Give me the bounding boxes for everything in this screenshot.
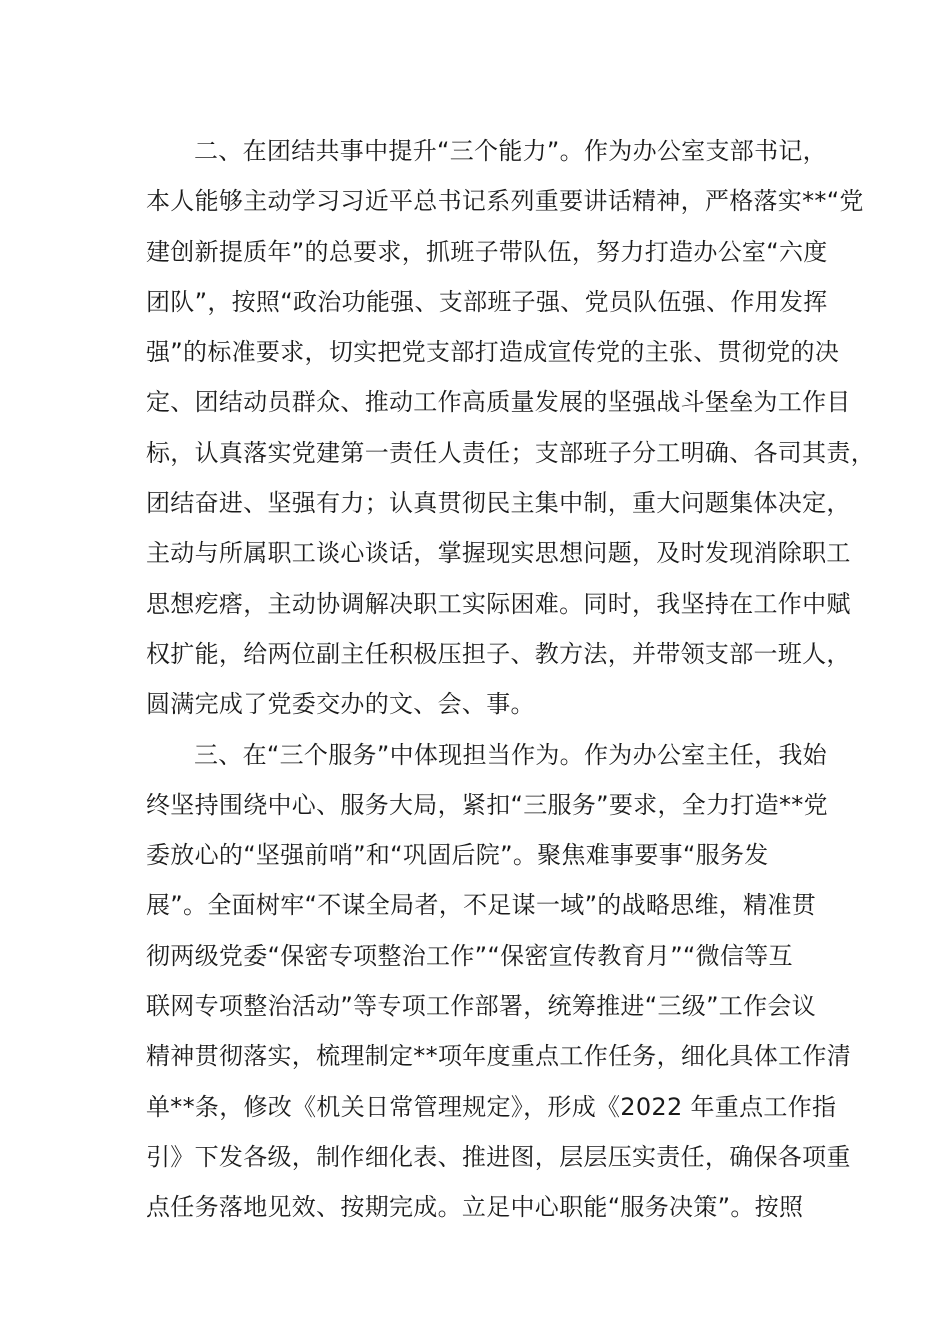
text-line: 展”。全面树牢“不谋全局者，不足谋一域”的战略思维，精准贯 [146,891,816,920]
document-body [146,126,875,1233]
text-line: 三、在“三个服务”中体现担当作为。作为办公室主任，我始 [194,740,827,769]
text-line: 单**条，修改《机关日常管理规定》，形成《2022 年重点工作指 [146,1092,837,1121]
text-line: 点任务落地见效、按期完成。立足中心职能“服务决策”。按照 [146,1193,804,1222]
text-line: 标，认真落实党建第一责任人责任；支部班子分工明确、各司其责， [146,438,875,467]
text-line: 权扩能，给两位副主任积极压担子、教方法，并带领支部一班人， [146,639,851,668]
text-line: 思想疙瘩，主动协调解决职工实际困难。同时，我坚持在工作中赋 [146,589,851,618]
paragraph-section-two [146,126,875,730]
text-line: 终坚持围绕中心、服务大局，紧扣“三服务”要求，全力打造**党 [146,790,828,819]
text-line: 精神贯彻落实，梳理制定**项年度重点工作任务，细化具体工作清 [146,1042,851,1071]
text-line: 团结奋进、坚强有力；认真贯彻民主集中制，重大问题集体决定， [146,489,851,518]
text-line: 委放心的“坚强前哨”和“巩固后院”。聚焦难事要事“服务发 [146,841,769,870]
text-line: 团队”，按照“政治功能强、支部班子强、党员队伍强、作用发挥 [146,287,828,316]
text-line: 主动与所属职工谈心谈话，掌握现实思想问题，及时发现消除职工 [146,539,851,568]
text-line: 引》下发各级，制作细化表、推进图，层层压实责任，确保各项重 [146,1142,851,1171]
text-line: 本人能够主动学习习近平总书记系列重要讲话精神，严格落实**“党 [146,187,864,216]
text-line: 定、团结动员群众、推动工作高质量发展的坚强战斗堡垒为工作目 [146,388,851,417]
text-line: 建创新提质年”的总要求，抓班子带队伍，努力打造办公室“六度 [146,237,828,266]
text-line: 联网专项整治活动”等专项工作部署，统筹推进“三级”工作会议 [146,992,816,1021]
text-line: 强”的标准要求，切实把党支部打造成宣传党的主张、贯彻党的决 [146,338,840,367]
text-line: 彻两级党委“保密专项整治工作”“保密宣传教育月”“微信等互 [146,941,793,970]
text-line: 圆满完成了党委交办的文、会、事。 [146,690,535,719]
paragraph-section-three [146,730,851,1233]
text-line: 二、在团结共事中提升“三个能力”。作为办公室支部书记， [194,137,827,165]
